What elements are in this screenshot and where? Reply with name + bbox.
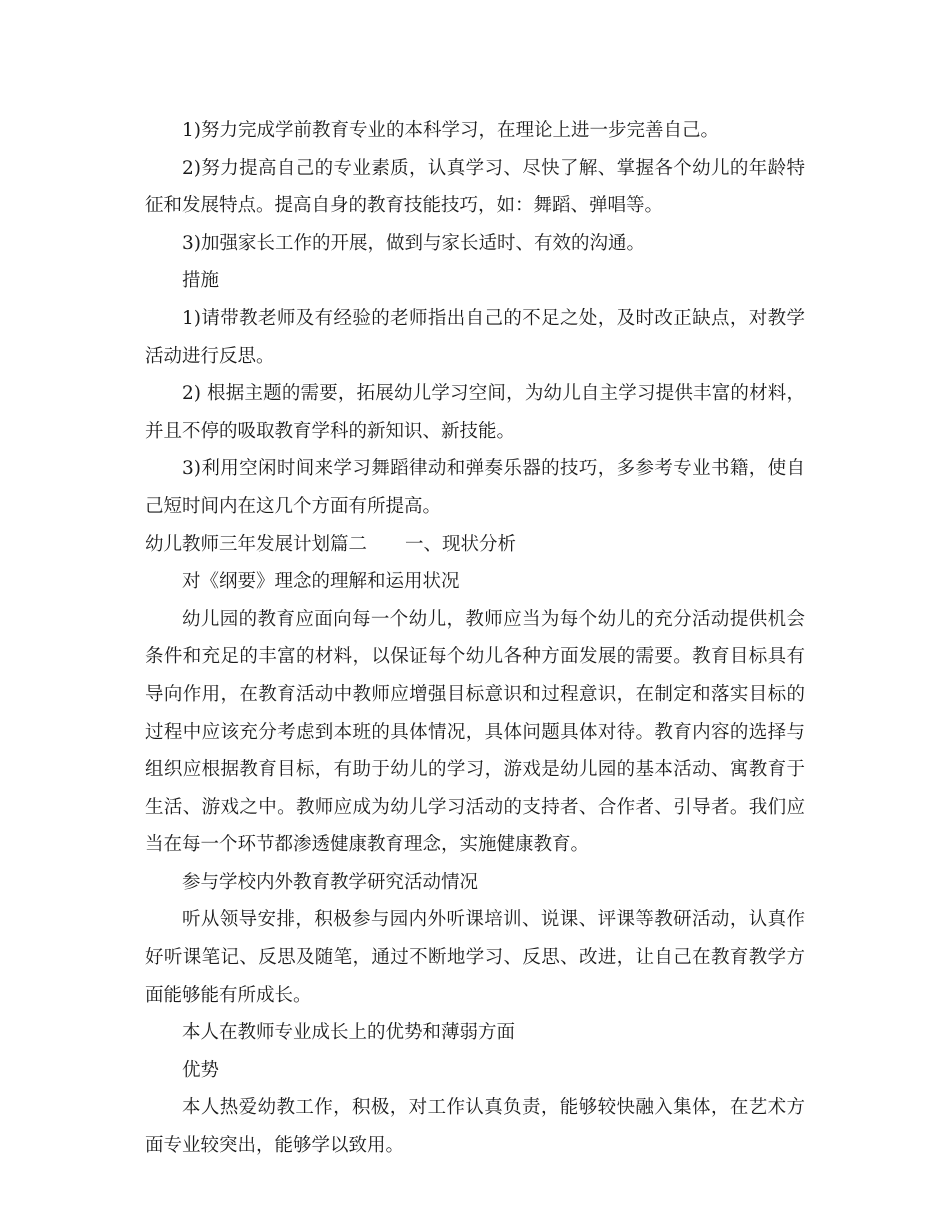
section-title: 幼儿教师三年发展计划篇二: [145, 533, 368, 555]
paragraph-measure-2: 2) 根据主题的需要，拓展幼儿学习空间，为幼儿自主学习提供丰富的材料，并且不停的吸取教育学科的新知识、新技能。: [145, 383, 805, 442]
heading-outline-understanding: 对《纲要》理念的理解和运用状况: [182, 571, 460, 593]
heading-measures: 措施: [182, 270, 220, 292]
paragraph-goal-3: 3)加强家长工作的开展，做到与家长适时、有效的沟通。: [182, 232, 645, 254]
paragraph-research-activities: 听从领导安排，积极参与园内外听课培训、说课、评课等教研活动，认真作好听课笔记、反思及随笔，通过不断地学习、反思、改进，让自己在教育教学方面能够能有所成长。: [145, 909, 805, 1006]
document-page: [145, 112, 805, 1165]
paragraph-strengths: 本人热爱幼教工作，积极，对工作认真负责，能够较快融入集体，在艺术方面专业较突出，能够学以致用。: [145, 1097, 805, 1157]
section-heading: [145, 526, 805, 564]
heading-strengths-weaknesses: 本人在教师专业成长上的优势和薄弱方面: [182, 1022, 516, 1044]
paragraph-goal-2: 2)努力提高自己的专业素质，认真学习、尽快了解、掌握各个幼儿的年龄特征和发展特点。提高自身的教育技能技巧，如：舞蹈、弹唱等。: [145, 157, 805, 217]
heading-research-activities: 参与学校内外教育教学研究活动情况: [182, 871, 479, 893]
paragraph-measure-1: 1)请带教老师及有经验的老师指出自己的不足之处，及时改正缺点，对教学活动进行反思。: [145, 307, 805, 367]
heading-strengths: 优势: [182, 1059, 220, 1081]
section-subtitle: 一、现状分析: [405, 533, 517, 555]
paragraph-measure-3: 3)利用空闲时间来学习舞蹈律动和弹奏乐器的技巧，多参考专业书籍，使自己短时间内在这几个方面有所提高。: [145, 458, 805, 517]
paragraph-kindergarten-education: 幼儿园的教育应面向每一个幼儿，教师应当为每个幼儿的充分活动提供机会条件和充足的丰富的材料，以保证每个幼儿各种方面发展的需要。教育目标具有导向作用，在教育活动中教师应增强目标意识和过程意识，在制定和落实目标的过程中应该充分考虑到本班的具体情况，具体问题具体对待。教育内容的选择与组织应根据教育目标，有助于幼儿的学习，游戏是幼儿园的基本活动、寓教育于生活、游戏之中。教师应成为幼儿学习活动的支持者、合作者、引导者。我们应当在每一个环节都渗透健康教育理念，实施健康教育。: [145, 608, 805, 856]
paragraph-goal-1: 1)努力完成学前教育专业的本科学习，在理论上进一步完善自己。: [182, 120, 719, 141]
